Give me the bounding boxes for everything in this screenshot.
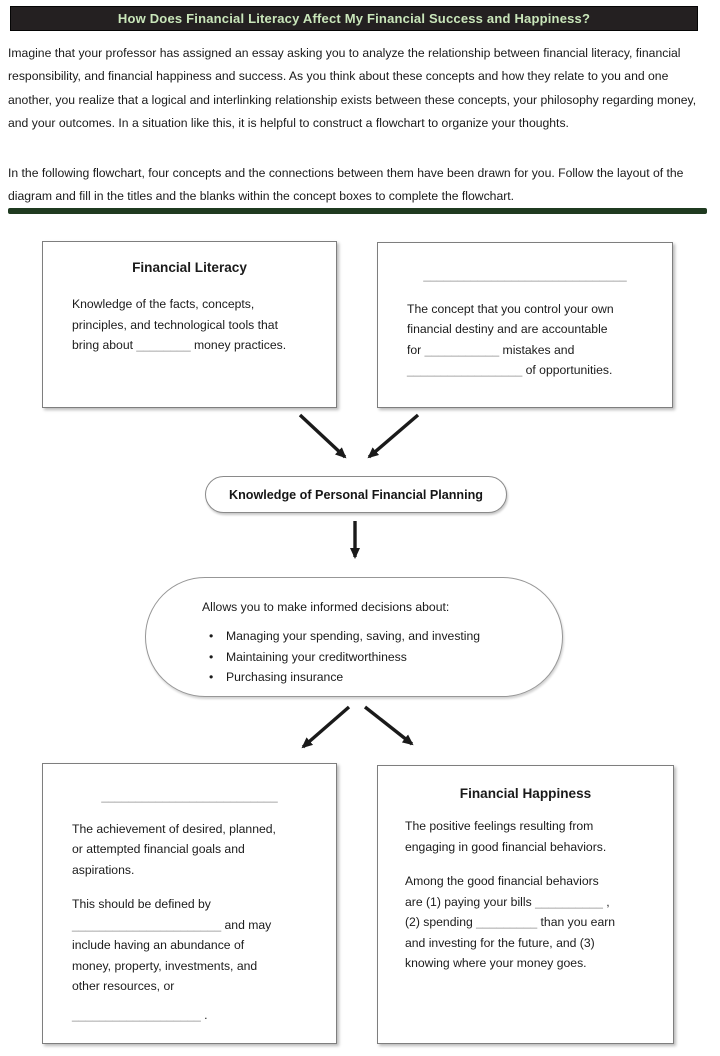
happiness-line: knowing where your money goes. bbox=[405, 956, 587, 970]
blank-field: __________________________ bbox=[101, 789, 278, 803]
success-line: include having an abundance of bbox=[72, 938, 245, 952]
success-line: This should be defined by bbox=[72, 897, 211, 911]
success-body-3 bbox=[43, 1005, 336, 1026]
responsibility-line: The concept that you control your own bbox=[407, 301, 614, 316]
happiness-line: The positive feelings resulting from bbox=[405, 819, 594, 833]
financial-literacy-title: Financial Literacy bbox=[132, 260, 247, 275]
success-line: ___________________ . bbox=[72, 1007, 208, 1022]
blank-field: ___________________ bbox=[72, 1007, 201, 1022]
arrow-decisions-to-success bbox=[303, 707, 349, 747]
happiness-line: engaging in good financial behaviors. bbox=[405, 839, 607, 854]
arrow-literacy-to-knowledge bbox=[300, 415, 345, 457]
happiness-body-2 bbox=[378, 871, 673, 974]
financial-literacy-body bbox=[43, 294, 336, 356]
financial-literacy-line: Knowledge of the facts, concepts, bbox=[72, 297, 255, 311]
concept-box-financial-literacy bbox=[42, 241, 337, 408]
blank-field: _________ bbox=[476, 915, 538, 929]
decisions-heading: Allows you to make informed decisions about: bbox=[202, 600, 450, 614]
success-line: other resources, or bbox=[72, 979, 175, 993]
intro-paragraph-2: In the following flowchart, four concepts and the connections between them have been drawn for you. Follow the layout of the diagram and fill in the titles and the blanks within the concept boxes to complete the flowchart. bbox=[8, 166, 684, 203]
success-line: or attempted financial goals and bbox=[72, 842, 245, 856]
arrow-decisions-to-happiness bbox=[365, 707, 412, 744]
concept-box-financial-success bbox=[42, 763, 337, 1044]
concept-box-financial-happiness bbox=[377, 765, 674, 1044]
decisions-bullet: • Maintaining your creditworthiness bbox=[209, 647, 562, 668]
success-body-2 bbox=[43, 894, 336, 997]
happiness-body-1 bbox=[378, 816, 673, 857]
blank-field: ______________________ bbox=[72, 917, 222, 932]
section-divider-bar bbox=[8, 208, 707, 214]
happiness-line: Among the good financial behaviors bbox=[405, 874, 599, 888]
blank-field: ________ bbox=[136, 338, 191, 352]
responsibility-line: for ___________ mistakes and bbox=[407, 342, 575, 357]
success-line: money, property, investments, and bbox=[72, 958, 258, 973]
worksheet-title-bar bbox=[10, 6, 698, 31]
decisions-bullet-list bbox=[209, 626, 562, 688]
responsibility-line: _________________ of opportunities. bbox=[407, 363, 613, 377]
node-informed-decisions bbox=[145, 577, 563, 697]
blank-field: ______________________________ bbox=[423, 268, 627, 282]
responsibility-body bbox=[378, 299, 672, 381]
node-knowledge-of-personal-financial-planning bbox=[205, 476, 507, 513]
happiness-line: (2) spending _________ than you earn bbox=[405, 915, 616, 929]
knowledge-pill-label: Knowledge of Personal Financial Planning bbox=[228, 487, 483, 502]
blank-field: ___________ bbox=[424, 342, 500, 357]
blank-field: __________ bbox=[535, 894, 603, 909]
intro-paragraph-1: Imagine that your professor has assigned an essay asking you to analyze the relationship between financial literacy, financial responsibility, and financial happiness and success. As you think about these concepts and how they relate to you and one another, you realize that a logical and interlinking relationship exists between these concepts, your philosophy regarding money, and your outcomes. In a situation like this, it is helpful to construct a flowchart to organize your thoughts. bbox=[8, 46, 697, 131]
financial-literacy-line: bring about ________ money practices. bbox=[72, 338, 287, 352]
success-line: The achievement of desired, planned, bbox=[72, 821, 276, 836]
financial-happiness-title: Financial Happiness bbox=[459, 786, 592, 801]
worksheet-title: How Does Financial Literacy Affect My Financial Success and Happiness? bbox=[117, 11, 591, 26]
decisions-bullet: • Purchasing insurance bbox=[209, 667, 562, 688]
blank-field: _________________ bbox=[407, 363, 523, 377]
concept-box-financial-responsibility bbox=[377, 242, 673, 408]
happiness-line: and investing for the future, and (3) bbox=[405, 935, 595, 950]
success-line: aspirations. bbox=[72, 862, 135, 877]
financial-literacy-line: principles, and technological tools that bbox=[72, 317, 278, 332]
responsibility-title-blank bbox=[378, 265, 672, 286]
decisions-bullet: • Managing your spending, saving, and investing bbox=[209, 626, 562, 647]
responsibility-line: financial destiny and are accountable bbox=[407, 322, 608, 336]
success-line: ______________________ and may bbox=[72, 917, 272, 932]
success-title-blank bbox=[43, 786, 336, 807]
happiness-line: are (1) paying your bills __________ , bbox=[405, 894, 610, 909]
success-body-1 bbox=[43, 819, 336, 881]
arrow-responsibility-to-knowledge bbox=[369, 415, 418, 457]
